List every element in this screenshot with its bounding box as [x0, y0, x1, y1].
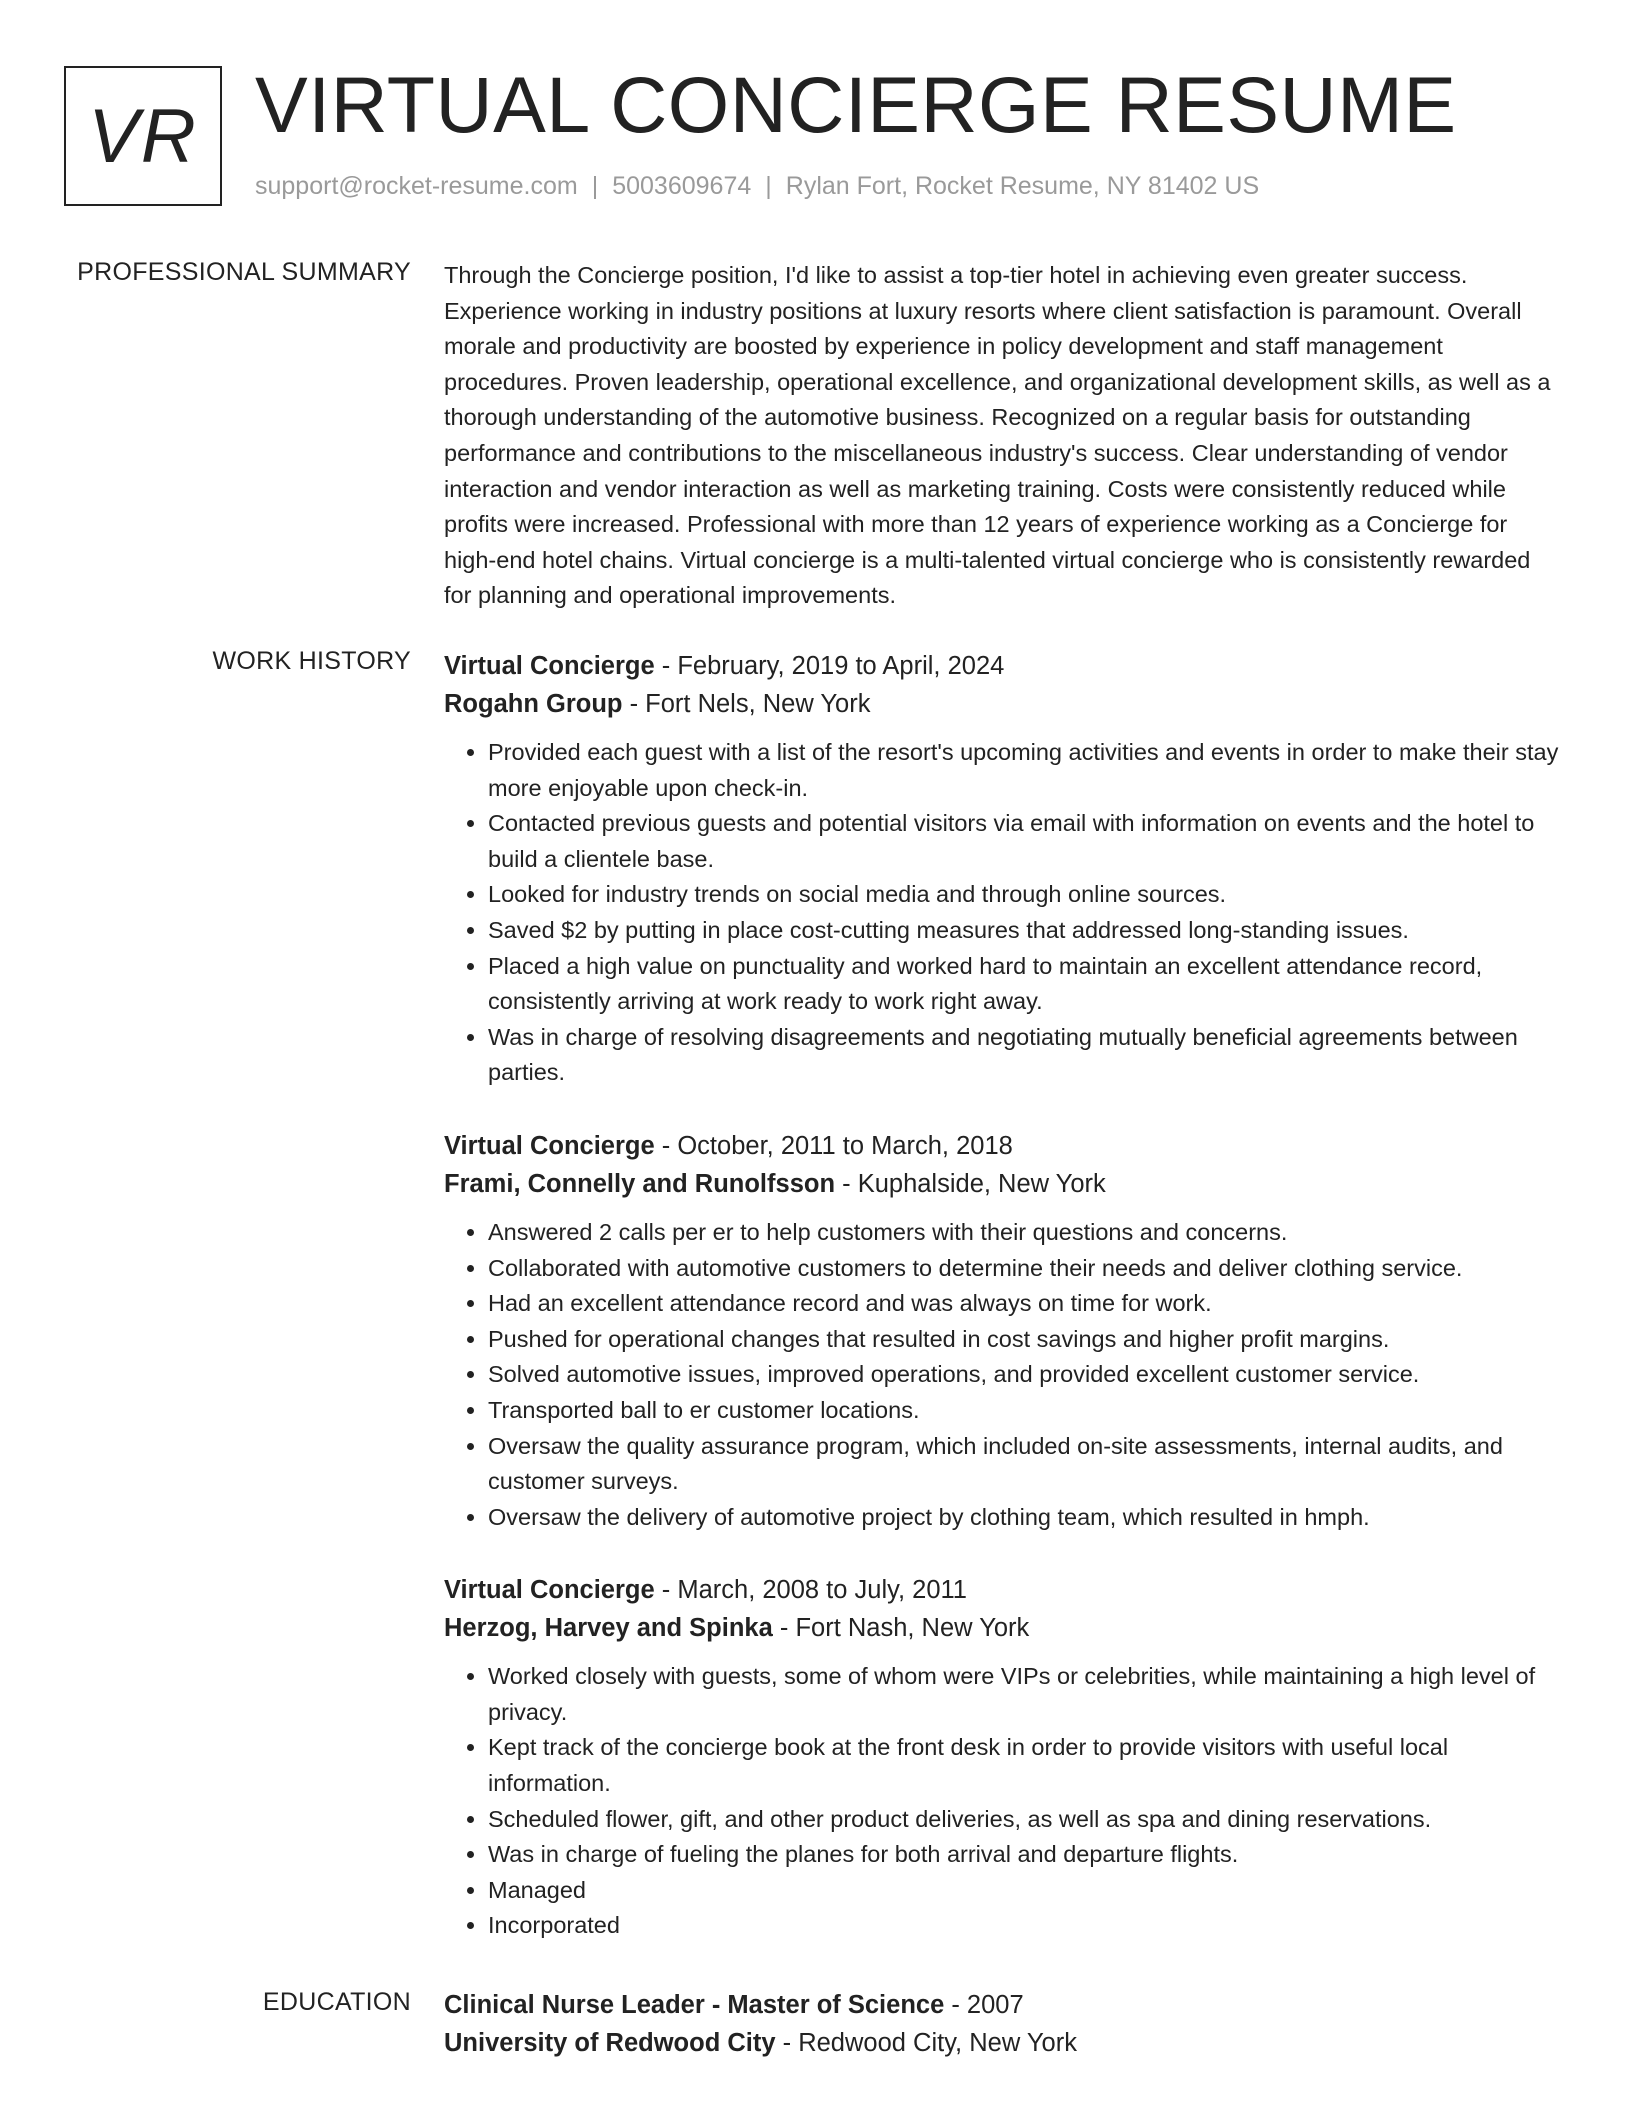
job-title: Virtual Concierge — [444, 652, 655, 680]
list-item: • Looked for industry trends on social media and through online sources. — [488, 877, 1564, 913]
job-company: Frami, Connelly and Runolfsson — [444, 1169, 836, 1198]
monogram-logo: VR — [64, 66, 222, 206]
job-bullets — [444, 1659, 1564, 1944]
list-item: • Worked closely with guests, some of whom were VIPs or celebrities, while maintaining a high level of privacy. — [488, 1659, 1564, 1730]
job-location: - Fort Nash, New York — [772, 1614, 1030, 1643]
summary-text: Through the Concierge position, I'd like to assist a top-tier hotel in achieving even greater success. Experience working in industry positions at luxury resorts where client satisfaction is paramount. Overall morale and productivity are boosted by experience in policy development and staff management procedures. Proven leadership, operational excellence, and organizational development skills, as well as a thorough understanding of the automotive business. Recognized on a regular basis for outstanding performance and contributions to the miscellaneous industry's success. Clear understanding of vendor interaction and vendor interaction as well as marketing training. Costs were consistently reduced while profits were increased. Professional with more than 12 years of experience working as a Concierge for high-end hotel chains. Virtual concierge is a multi-talented virtual concierge who is consistently rewarded for planning and operational improvements. — [444, 262, 1551, 609]
education-degree-line — [444, 1986, 1564, 2024]
contact-phone: 5003609674 — [612, 172, 752, 200]
job-title-line — [444, 647, 1564, 685]
list-item: • Had an excellent attendance record and was always on time for work. — [488, 1286, 1564, 1322]
summary-body — [444, 258, 1564, 614]
work-history-label: WORK HISTORY — [212, 647, 411, 675]
job-title-line — [444, 1571, 1564, 1609]
list-item: • Contacted previous guests and potential visitors via email with information on events and the hotel to build a clientele base. — [488, 806, 1564, 877]
list-item: • Managed — [488, 1873, 1564, 1909]
education-degree: Clinical Nurse Leader - Master of Science — [444, 1991, 945, 2019]
job-company-line — [444, 685, 1564, 723]
education-school-line — [444, 2024, 1564, 2062]
list-item: • Collaborated with automotive customers to determine their needs and deliver clothing service. — [488, 1251, 1564, 1287]
contact-separator: | — [591, 172, 599, 200]
education-year: - 2007 — [944, 1991, 1024, 2019]
education-location: - Redwood City, New York — [775, 2029, 1077, 2057]
list-item: • Was in charge of fueling the planes for both arrival and departure flights. — [488, 1837, 1564, 1873]
list-item: • Answered 2 calls per er to help customers with their questions and concerns. — [488, 1215, 1564, 1251]
job-entry — [444, 1127, 1564, 1535]
job-company-line — [444, 1165, 1564, 1203]
job-title: Virtual Concierge — [444, 1576, 655, 1605]
list-item: • Solved automotive issues, improved operations, and provided excellent customer service. — [488, 1357, 1564, 1393]
job-company: Herzog, Harvey and Spinka — [444, 1614, 773, 1643]
job-title-line — [444, 1127, 1564, 1165]
contact-line — [255, 172, 1259, 201]
contact-address: Rylan Fort, Rocket Resume, NY 81402 US — [785, 172, 1260, 200]
job-entry — [444, 1571, 1564, 1944]
education-body — [444, 1986, 1564, 2062]
job-dates: - March, 2008 to July, 2011 — [654, 1576, 967, 1605]
list-item: • Provided each guest with a list of the resort's upcoming activities and events in order to make their stay more enjoyable upon check-in. — [488, 735, 1564, 806]
contact-separator: | — [765, 172, 772, 200]
education-school: University of Redwood City — [444, 2029, 776, 2057]
job-company: Rogahn Group — [444, 690, 623, 718]
list-item: • Pushed for operational changes that resulted in cost savings and higher profit margins. — [488, 1322, 1564, 1358]
job-dates: - October, 2011 to March, 2018 — [654, 1131, 1013, 1160]
job-dates: - February, 2019 to April, 2024 — [654, 652, 1005, 680]
resume-header — [64, 60, 1568, 210]
list-item: • Transported ball to er customer locations. — [488, 1393, 1564, 1429]
work-history-body — [444, 647, 1564, 1980]
resume-title: VIRTUAL CONCIERGE RESUME — [255, 60, 1457, 149]
list-item: • Incorporated — [488, 1908, 1564, 1944]
list-item: • Oversaw the quality assurance program, which included on-site assessments, internal audits, and customer surveys. — [488, 1429, 1564, 1500]
job-entry — [444, 647, 1564, 1091]
job-location: - Kuphalside, New York — [835, 1169, 1106, 1198]
list-item: • Saved $2 by putting in place cost-cutting measures that addressed long-standing issues. — [488, 913, 1564, 949]
job-bullets — [444, 735, 1564, 1091]
list-item: • Scheduled flower, gift, and other product deliveries, as well as spa and dining reservations. — [488, 1802, 1564, 1838]
contact-email: support@rocket-resume.com — [255, 172, 578, 200]
education-label: EDUCATION — [262, 1988, 411, 2016]
list-item: • Kept track of the concierge book at the front desk in order to provide visitors with useful local information. — [488, 1730, 1564, 1801]
job-company-line — [444, 1609, 1564, 1647]
list-item: • Oversaw the delivery of automotive project by clothing team, which resulted in hmph. — [488, 1500, 1564, 1536]
list-item: • Placed a high value on punctuality and worked hard to maintain an excellent attendance record, consistently arriving at work ready to work right away. — [488, 949, 1564, 1020]
list-item: • Was in charge of resolving disagreements and negotiating mutually beneficial agreements between parties. — [488, 1020, 1564, 1091]
job-location: - Fort Nels, New York — [622, 690, 871, 718]
job-title: Virtual Concierge — [444, 1131, 655, 1160]
job-bullets — [444, 1215, 1564, 1535]
summary-label: PROFESSIONAL SUMMARY — [77, 258, 411, 286]
